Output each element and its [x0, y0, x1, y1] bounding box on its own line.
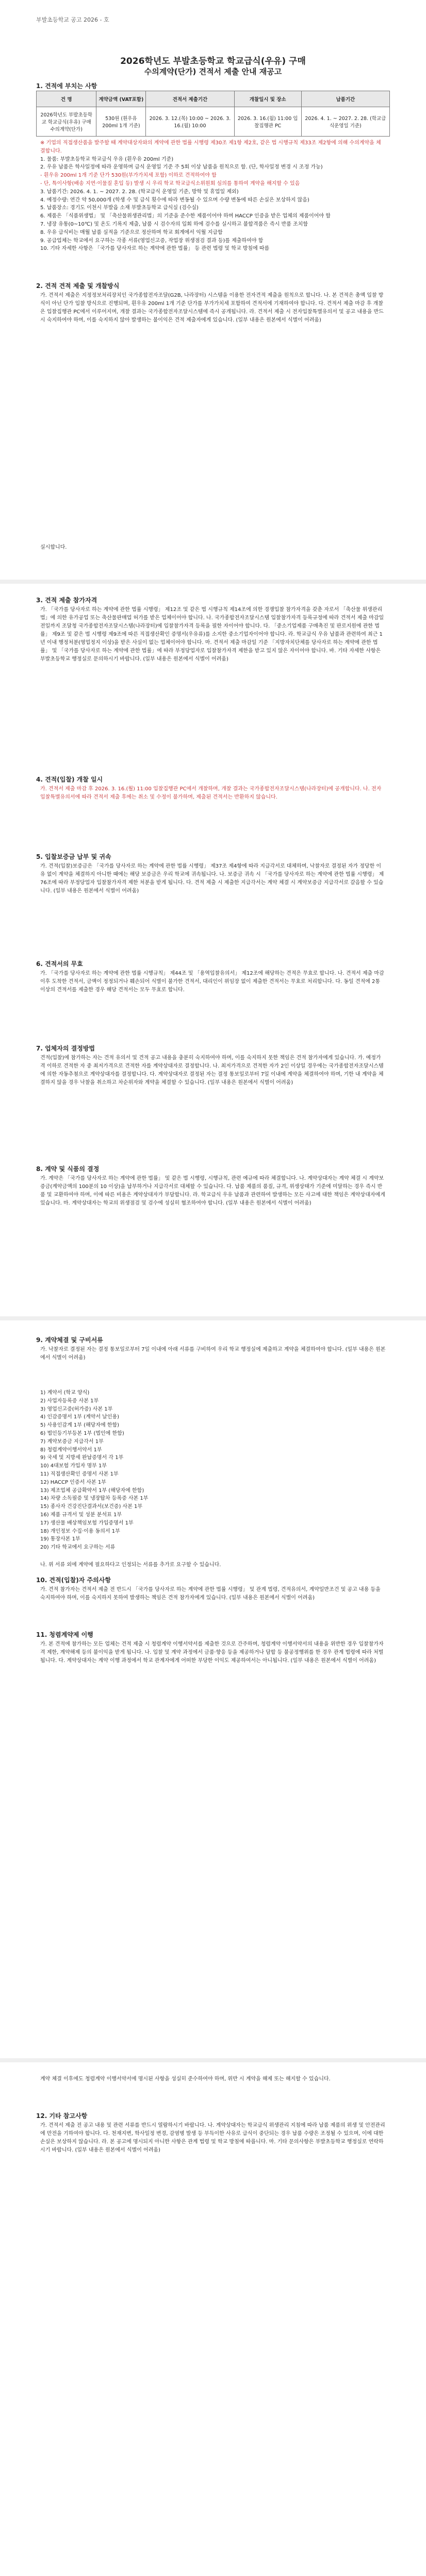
info-cell-opening: 2026. 3. 16.(월) 11:00 입찰집행관 PC — [234, 107, 301, 137]
page-break — [0, 2058, 426, 2062]
notes-item: 9. 공급업체는 학교에서 요구하는 각종 서류(영업신고증, 작업장 위생점검 결과 등)를 제출하여야 함 — [40, 238, 264, 244]
info-table-row — [37, 107, 390, 137]
section-9-note: 나. 위 서류 외에 계약에 필요하다고 인정되는 서류를 추가로 요구할 수 있습니다. — [40, 1562, 221, 1568]
section-2-heading: 2. 견적 견적 제출 및 개찰방식 — [36, 282, 120, 290]
notice-number: 부발초등학교 공고 2026 - 호 — [36, 16, 109, 23]
document-list-item: 3) 영업신고증(허가증) 사본 1부 — [40, 1406, 113, 1412]
notes-item: 1. 물품: 부발초등학교 학교급식 우유 (흰우유 200ml 기준) — [40, 156, 174, 162]
document-list-item: 6) 법인등기부등본 1부 (법인에 한함) — [40, 1430, 124, 1436]
section-1-heading: 1. 견적에 부치는 사항 — [36, 82, 97, 90]
section-12-heading: 12. 기타 참고사항 — [36, 2112, 88, 2120]
notice-title: 2026학년도 부발초등학교 학교급식(우유) 구매 — [120, 56, 306, 66]
info-table — [36, 91, 390, 137]
document-list-item: 5) 사용인감계 1부 (해당자에 한함) — [40, 1422, 120, 1429]
section-7-body: 견적(입찰)에 참가하는 자는 견적 유의서 및 견적 공고 내용을 충분히 숙지하여야 하며, 이를 숙지하지 못한 책임은 견적 참가자에게 있습니다. 가. 예정가격 이하로 견적한 자 중 최저가격으로 견적한 자를 계약상대자로 결정합니다. 나. 최저가격으로 견적한 자가 2인 이상일 경우에는 국가종합전자조달시스템에 의한 자동추첨으로 계약상대자를 결정합니다. 다. 계약상대자로 결정된 자는 결정 통보일로부터 7일 이내에 계약을 체결하여야 하며, 기한 내 계약을 체결하지 않을 경우 낙찰을 취소하고 차순위자와 계약을 체결할 수 있습니다. (일부 내용은 원본에서 식별이 어려움) — [40, 1055, 384, 1086]
section-4-body: 가. 견적서 제출 마감 후 2026. 3. 16.(월) 11:00 입찰집행관 PC에서 개찰하며, 개찰 결과는 국가종합전자조달시스템(나라장터)에 공개합니다. 나. 전자입찰특별유의서에 따라 견적서 제출 후에는 취소 및 수정이 불가하며, 제출된 견적서는 반환하지 않습니다. — [40, 786, 382, 800]
document-list-item: 20) 기타 학교에서 요구하는 서류 — [40, 1545, 116, 1551]
info-header-cell: 계약금액 (VAT포함) — [96, 91, 146, 107]
document-list-item: 9) 국세 및 지방세 완납증명서 각 1부 — [40, 1455, 124, 1461]
document-list-item: 18) 개인정보 수집·이용 동의서 1부 — [40, 1528, 120, 1534]
info-cell-delivery: 2026. 4. 1. ~ 2027. 2. 28. (학교급식운영일 기준) — [301, 107, 389, 137]
notes-item: 3. 납품기간: 2026. 4. 1. ~ 2027. 2. 28. (학교급식 운영일 기준, 방학 및 휴업일 제외) — [40, 189, 239, 195]
info-cell-period: 2026. 3. 12.(목) 10:00 ~ 2026. 3. 16.(월) 10:00 — [146, 107, 234, 137]
document-list — [40, 1389, 386, 1552]
notes-item: 4. 예정수량: 연간 약 50,000개 (학생 수 및 급식 횟수에 따라 변동될 수 있으며 수량 변동에 따른 손실은 보상하지 않음) — [40, 197, 309, 203]
section-10-body: 가. 견적 참가자는 견적서 제출 전 반드시 「국가를 당사자로 하는 계약에 관한 법률 시행령」 및 관계 법령, 견적유의서, 계약일반조건 및 공고 내용 등을 숙지하여야 하며, 이를 숙지하지 못하여 발생하는 책임은 견적 참가자에게 있습니다. (일부 내용은 원본에서 식별이 어려움) — [40, 1587, 381, 1601]
notes-item: 6. 제품은 「식품위생법」 및 「축산물위생관리법」의 기준을 준수한 제품이어야 하며 HACCP 인증을 받은 업체의 제품이어야 함 — [40, 213, 331, 219]
notes-item: 2. 우유 납품은 학사일정에 따라 운영하며 급식 운영일 기준 주 5회 이상 납품을 원칙으로 함. (단, 학사일정 변경 시 조정 가능) — [40, 164, 323, 171]
section-11-continued: 계약 체결 이후에도 청렴계약 이행서약서에 명시된 사항을 성실히 준수하여야 하며, 위반 시 계약을 해제 또는 해지할 수 있습니다. — [40, 2076, 331, 2082]
info-cell-amount: 530원 (흰우유200ml 1개 기준) — [96, 107, 146, 137]
notice-subtitle: 수의계약(단가) 견적서 제출 안내 재공고 — [144, 67, 282, 76]
document-list-item: 11) 직접생산확인 증명서 사본 1부 — [40, 1471, 119, 1477]
section-6-body: 가. 「국가를 당사자로 하는 계약에 관한 법률 시행규칙」 제44조 및 「용역입찰유의서」 제12조에 해당하는 견적은 무효로 합니다. 나. 견적서 제출 마감 이후 도착한 견적서, 금액이 정정되거나 훼손되어 식별이 불가한 견적서, 대리인이 위임장 없이 제출한 견적서는 무효로 처리합니다. 다. 동일 견적에 2통 이상의 견적서를 제출한 경우 해당 견적서는 모두 무효로 합니다. — [40, 971, 384, 993]
section-8-heading: 8. 계약 및 식품의 결정 — [36, 1165, 100, 1173]
notes-item: 10. 기타 자세한 사항은 「국가를 당사자로 하는 계약에 관한 법률」 등 관련 법령 및 학교 방침에 따름 — [40, 246, 270, 252]
document-list-item: 10) 4대보험 가입자 명부 1부 — [40, 1463, 107, 1469]
info-header-cell: 개찰일시 및 장소 — [234, 91, 301, 107]
document-list-item: 17) 생산물 배상책임보험 가입증명서 1부 — [40, 1520, 134, 1526]
notes-item: 8. 우유 급식비는 매월 납품 실적을 기준으로 정산하며 학교 회계에서 익월 지급함 — [40, 229, 223, 235]
section-10-heading: 10. 견적(입찰)자 주의사항 — [36, 1577, 111, 1584]
document-list-item: 16) 제품 규격서 및 성분 분석표 1부 — [40, 1512, 122, 1518]
section-8-body: 가. 계약은 「국가를 당사자로 하는 계약에 관한 법률」 및 같은 법 시행령, 시행규칙, 관련 예규에 따라 체결합니다. 나. 계약상대자는 계약 체결 시 계약보증금(계약금액의 100분의 10 이상)을 납부하거나 지급각서로 대체할 수 있습니다. 다. 납품 제품의 품질, 규격, 위생상태가 기준에 미달하는 경우 즉시 반품 및 교환하여야 하며, 이에 따른 비용은 계약상대자가 부담합니다. 라. 학교급식 우유 납품과 관련하여 발생하는 모든 사고에 대한 책임은 계약상대자에게 있습니다. 마. 계약상대자는 학교의 위생점검 및 검수에 성실히 협조하여야 합니다. (일부 내용은 원본에서 식별이 어려움) — [40, 1176, 385, 1206]
notes-item: 7. 냉장 유통(0~10℃) 및 온도 기록지 제출, 납품 시 검수자의 입회 하에 검수를 실시하고 불합격품은 즉시 반품 조치함 — [40, 221, 308, 227]
info-header-cell: 건 명 — [37, 91, 96, 107]
section-4-heading: 4. 견적(입찰) 개찰 일시 — [36, 776, 103, 783]
section-7-heading: 7. 업체자의 결정방법 — [36, 1045, 95, 1052]
section-2-tail: 실시합니다. — [40, 545, 67, 550]
notes-item: ※ 기업의 직접생산품을 발주할 때 계약대상자와의 계약에 관한 법률 시행령 제30조 제1항 제2호, 같은 법 시행규칙 제33조 제2항에 의해 수의계약을 체결합니다. — [40, 140, 381, 154]
info-header-cell: 납품기간 — [301, 91, 389, 107]
document-list-item: 2) 사업자등록증 사본 1부 — [40, 1398, 99, 1404]
document-list-item: 19) 통장사본 1부 — [40, 1536, 80, 1543]
info-table-header-row — [37, 91, 390, 107]
section-9-heading: 9. 계약체결 및 구비서류 — [36, 1336, 103, 1344]
section-5-heading: 5. 입찰보증금 납부 및 귀속 — [36, 853, 111, 860]
section-5-body: 가. 견적(입찰)보증금은 「국가를 당사자로 하는 계약에 관한 법률 시행령」 제37조 제4항에 따라 지급각서로 대체하며, 낙찰자로 결정된 자가 정당한 이유 없이 계약을 체결하지 아니한 때에는 해당 보증금은 우리 학교에 귀속됩니다. 나. 보증금 귀속 시 「국가를 당사자로 하는 계약에 관한 법률 시행령」 제76조에 따라 부정당업자 입찰참가자격 제한 처분을 받게 됩니다. 다. 견적 제출 시 제출한 지급각서는 계약 체결 시 계약보증금 지급각서로 갈음할 수 있습니다. (일부 내용은 원본에서 식별이 어려움) — [40, 863, 384, 894]
section-12-body: 가. 견적서 제출 전 공고 내용 및 관련 서류를 반드시 열람하시기 바랍니다. 나. 계약상대자는 학교급식 위생관리 지침에 따라 납품 제품의 위생 및 안전관리에 만전을 기하여야 합니다. 다. 천재지변, 학사일정 변경, 감염병 발생 등 부득이한 사유로 급식이 중단되는 경우 납품 수량은 조정될 수 있으며, 이에 대한 손실은 보상하지 않습니다. 라. 본 공고에 명시되지 아니한 사항은 관계 법령 및 학교 방침에 따릅니다. 마. 기타 문의사항은 부발초등학교 행정실로 연락하시기 바랍니다. (일부 내용은 원본에서 식별이 어려움) — [40, 2123, 385, 2153]
document-list-item: 12) HACCP 인증서 사본 1부 — [40, 1479, 106, 1485]
document-list-item: 8) 청렴계약이행서약서 1부 — [40, 1447, 102, 1453]
section-2-body: 가. 견적서 제출은 지정정보처리장치인 국가종합전자조달(G2B, 나라장터) 시스템을 이용한 전자견적 제출을 원칙으로 합니다. 나. 본 견적은 총액 입찰 방식이 아닌 단가 입찰 방식으로 진행되며, 흰우유 200ml 1개 기준 단가를 부가가치세 포함하여 견적서에 기재하여야 합니다. 다. 견적서 제출 마감 후 개찰은 입찰집행관 PC에서 이루어지며, 개찰 결과는 국가종합전자조달시스템에 즉시 공개됩니다. 라. 견적서 제출 시 전자입찰특별유의서 및 공고 내용을 반드시 숙지하여야 하며, 이를 숙지하지 않아 발생하는 불이익은 견적 제출자에게 있습니다. (일부 내용은 원본에서 식별이 어려움) — [40, 293, 384, 323]
notes-item: - 흰우유 200ml 1개 기준 단가 530원(부가가치세 포함) 이하로 견적하여야 함 — [40, 173, 217, 179]
notes-item: 5. 납품장소: 경기도 이천시 부발읍 소재 부발초등학교 급식실 (검수실) — [40, 205, 199, 211]
notes-item: - 단, 특이사항(배송 지연·이물질 혼입 등) 발생 시 우리 학교 학교급식소위원회 심의를 통하여 계약을 해지할 수 있음 — [40, 180, 300, 187]
section-3-body: 가. 「국가를 당사자로 하는 계약에 관한 법률 시행령」 제12조 및 같은 법 시행규칙 제14조에 의한 경쟁입찰 참가자격을 갖춘 자로서 「축산물 위생관리법」에 의한 유가공업 또는 축산물판매업 허가를 받은 업체이어야 합니다. 나. 국가종합전자조달시스템 입찰참가자격 등록규정에 따라 견적서 제출 마감일 전일까지 조달청 국가종합전자조달시스템(나라장터)에 입찰참가자격 등록을 필한 자이어야 합니다. 다. 「중소기업제품 구매촉진 및 판로지원에 관한 법률」 제9조 및 같은 법 시행령 제9조에 따른 직접생산확인 증명서(우유류)를 소지한 중소기업자이어야 합니다. 라. 학교급식 우유 납품과 관련하여 최근 1년 이내 행정처분(영업정지 이상)을 받은 사실이 없는 업체이어야 합니다. 마. 견적서 제출 마감일 기준 「지방자치단체를 당사자로 하는 계약에 관한 법률」 및 「국가를 당사자로 하는 계약에 관한 법률」에 따라 부정당업자로 입찰참가자격 제한을 받고 있지 않은 자이어야 합니다. 바. 기타 자세한 사항은 부발초등학교 행정실로 문의하시기 바랍니다. (일부 내용은 원본에서 식별이 어려움) — [40, 607, 384, 662]
section-9-intro: 가. 낙찰자로 결정된 자는 결정 통보일로부터 7일 이내에 아래 서류를 구비하여 우리 학교 행정실에 제출하고 계약을 체결하여야 합니다. (일부 내용은 원본에서 식별이 어려움) — [40, 1347, 386, 1361]
document-list-item: 7) 계약보증금 지급각서 1부 — [40, 1438, 104, 1445]
section-6-heading: 6. 견적서의 무효 — [36, 960, 83, 968]
section-11-heading: 11. 청렴계약제 이행 — [36, 1631, 93, 1638]
document-list-item: 15) 종사자 건강진단결과서(보건증) 사본 1부 — [40, 1504, 143, 1510]
document-list-item: 4) 인감증명서 1부 (계약서 날인용) — [40, 1414, 120, 1420]
section-3-heading: 3. 견적 제출 참가자격 — [36, 597, 97, 604]
section-11-body: 가. 본 견적에 참가하는 모든 업체는 견적 제출 시 청렴계약 이행서약서를 제출한 것으로 간주하며, 청렴계약 이행서약서의 내용을 위반한 경우 입찰참가자격 제한, 계약해제 등의 불이익을 받게 됩니다. 나. 입찰 및 계약 과정에서 금품·향응 등을 제공하거나 담합 등 불공정행위를 한 경우 관계 법령에 따라 처벌됩니다. 다. 계약상대자는 계약 이행 과정에서 학교 관계자에게 어떠한 부당한 이익도 제공하여서는 아니됩니다. (일부 내용은 원본에서 식별이 어려움) — [40, 1641, 384, 1664]
page-break — [0, 1316, 426, 1320]
info-cell-name: 2026학년도 부발초등학교 학교급식(우유) 구매 수의계약(단가) — [37, 107, 96, 137]
info-header-cell: 견적서 제출기간 — [146, 91, 234, 107]
document-list-item: 13) 제조업체 공급확약서 1부 (해당자에 한함) — [40, 1487, 144, 1494]
document-list-item: 14) 차량 소독필증 및 냉장탑차 등록증 사본 1부 — [40, 1496, 149, 1502]
page-break — [0, 580, 426, 584]
section-1-notes — [40, 139, 386, 253]
document-list-item: 1) 계약서 (학교 양식) — [40, 1390, 90, 1396]
